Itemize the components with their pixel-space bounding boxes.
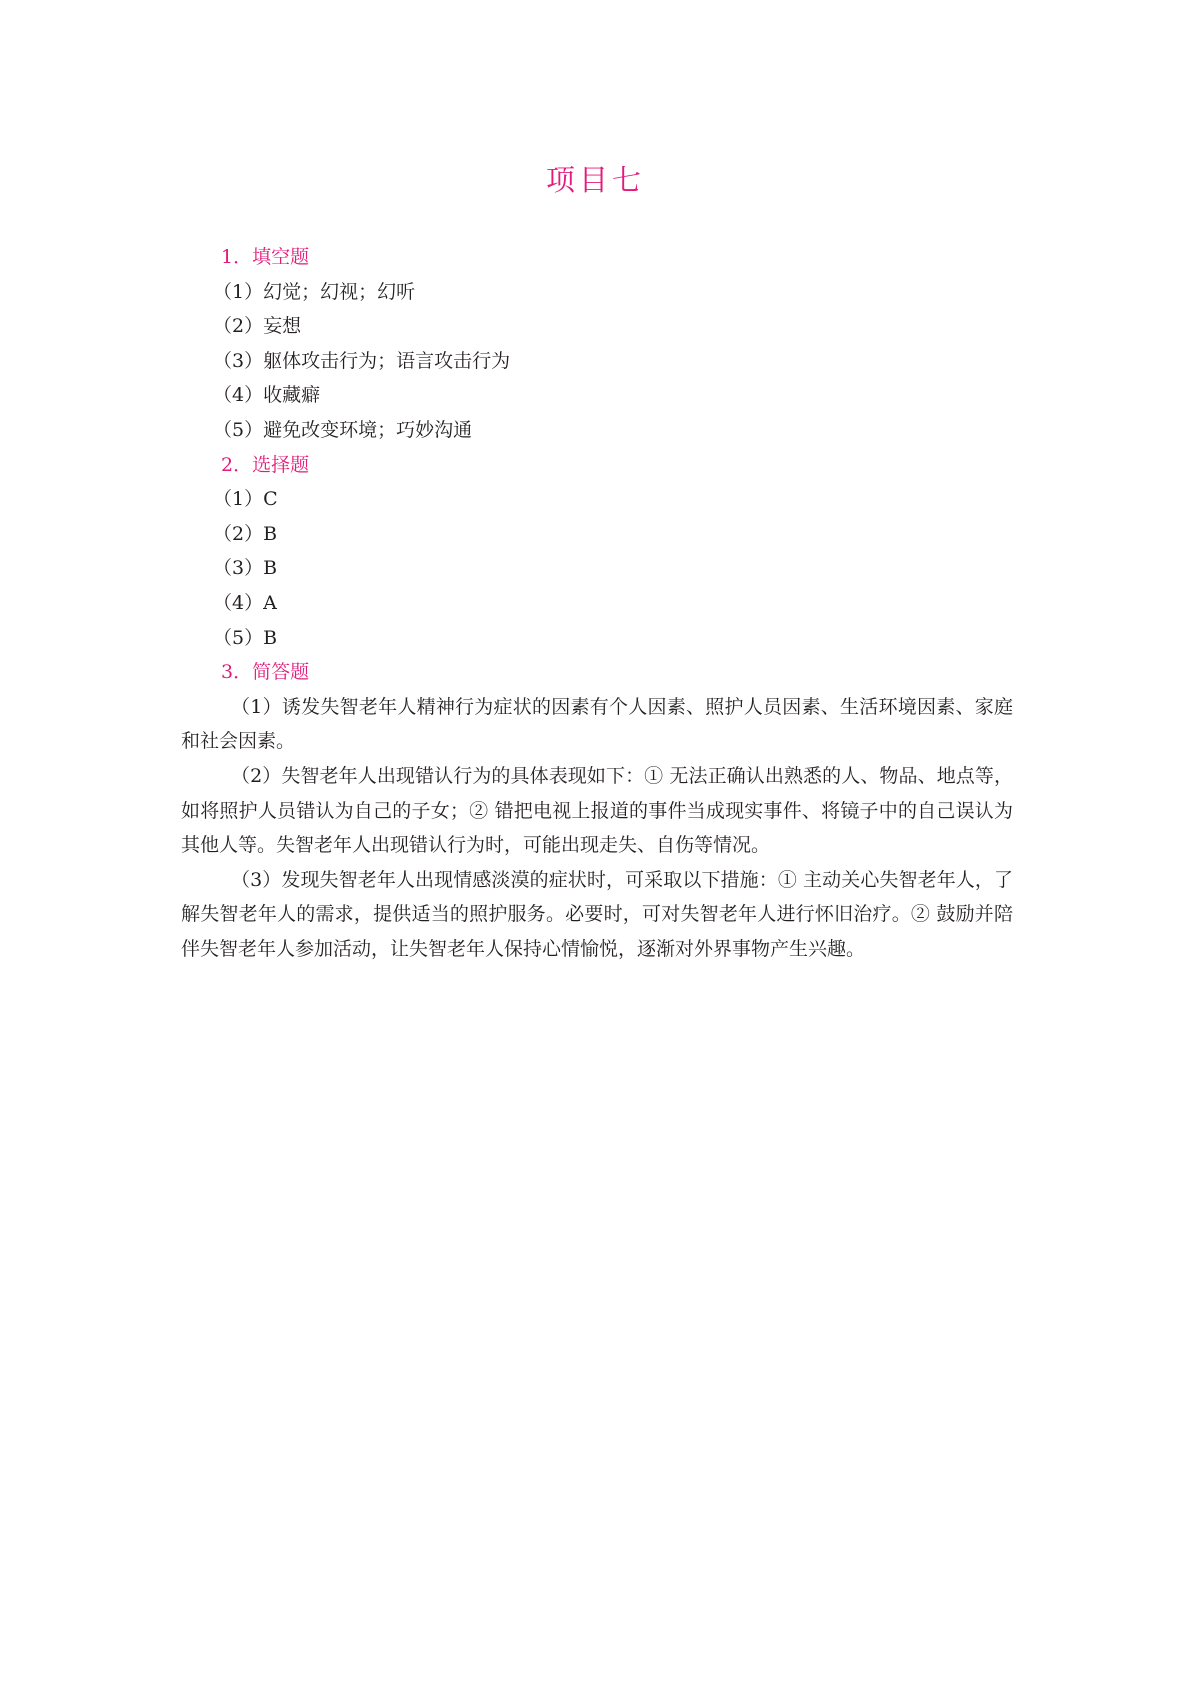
answer-paragraph: （2）失智老年人出现错认行为的具体表现如下：① 无法正确认出熟悉的人、物品、地点等，如将照护人员错认为自己的子女；② 错把电视上报道的事件当成现实事件、将镜子中的自己误认为其他人等。失智老年人出现错认行为时，可能出现走失、自伤等情况。 (181, 764, 1013, 857)
section-heading-short-answer: 3．简答题 (221, 661, 310, 684)
answer-content (181, 240, 1013, 966)
answer-paragraph: （1）诱发失智老年人精神行为症状的因素有个人因素、照护人员因素、生活环境因素、家庭和社会因素。 (181, 695, 1013, 753)
answer-item: （4）收藏癖 (213, 384, 321, 407)
answer-paragraph: （3）发现失智老年人出现情感淡漠的症状时，可采取以下措施：① 主动关心失智老年人，了解失智老年人的需求，提供适当的照护服务。必要时，可对失智老年人进行怀旧治疗。② 鼓励并陪伴失智老年人参加活动，让失智老年人保持心情愉悦，逐渐对外界事物产生兴趣。 (181, 868, 1013, 960)
answer-item: （5）B (213, 626, 278, 649)
answer-item: （2）B (213, 522, 278, 545)
page-title: 项目七 (545, 163, 645, 197)
section-fill-in-blank (181, 240, 1013, 448)
answer-item: （2）妄想 (213, 315, 302, 338)
section-heading-fill-in-blank: 1．填空题 (221, 246, 310, 268)
section-short-answer (181, 655, 1013, 966)
answer-item: （4）A (213, 591, 277, 614)
answer-item: （3）躯体攻击行为；语言攻击行为 (213, 349, 511, 372)
answer-item: （3）B (213, 557, 278, 580)
section-multiple-choice (181, 448, 1013, 656)
answer-item: （5）避免改变环境；巧妙沟通 (213, 418, 473, 441)
section-heading-multiple-choice: 2．选择题 (221, 453, 310, 476)
answer-item: （1）幻觉；幻视；幻听 (213, 280, 416, 303)
answer-item: （1）C (213, 488, 278, 511)
